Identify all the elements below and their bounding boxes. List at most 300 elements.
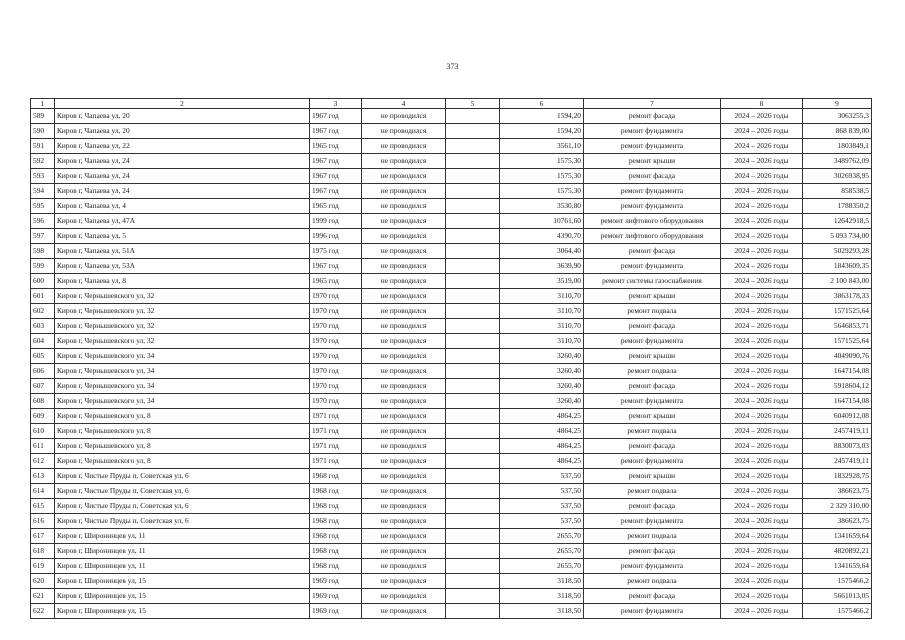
- work-type-cell: ремонт фундамента: [584, 184, 721, 199]
- build-year-cell: 1996 год: [310, 229, 362, 244]
- row-number: 596: [31, 214, 55, 229]
- build-year-cell: 1970 год: [310, 319, 362, 334]
- period-cell: 2024 – 2026 годы: [721, 289, 803, 304]
- work-type-cell: ремонт фасада: [584, 319, 721, 334]
- build-year-cell: 1969 год: [310, 589, 362, 604]
- period-cell: 2024 – 2026 годы: [721, 514, 803, 529]
- build-year-cell: 1967 год: [310, 169, 362, 184]
- cost-cell: 1647154,08: [803, 394, 872, 409]
- period-cell: 2024 – 2026 годы: [721, 544, 803, 559]
- row-number: 598: [31, 244, 55, 259]
- work-type-cell: ремонт крыши: [584, 469, 721, 484]
- empty-cell: [446, 604, 500, 619]
- table-row: [31, 169, 872, 184]
- area-cell: 537,50: [500, 469, 584, 484]
- period-cell: 2024 – 2026 годы: [721, 529, 803, 544]
- row-number: 613: [31, 469, 55, 484]
- build-year-cell: 1968 год: [310, 544, 362, 559]
- cost-cell: 2457419,11: [803, 454, 872, 469]
- last-repair-cell: не проводился: [362, 274, 446, 289]
- table-row: [31, 364, 872, 379]
- cost-cell: 1843609,35: [803, 259, 872, 274]
- table-row: [31, 589, 872, 604]
- work-type-cell: ремонт крыши: [584, 289, 721, 304]
- cost-cell: 1571525,64: [803, 304, 872, 319]
- build-year-cell: 1970 год: [310, 394, 362, 409]
- table-row: [31, 559, 872, 574]
- cost-cell: 4049090,76: [803, 349, 872, 364]
- row-number: 617: [31, 529, 55, 544]
- column-header: 8: [721, 99, 803, 109]
- table-row: [31, 454, 872, 469]
- empty-cell: [446, 184, 500, 199]
- table-header-row: [31, 99, 872, 109]
- last-repair-cell: не проводился: [362, 124, 446, 139]
- last-repair-cell: не проводился: [362, 169, 446, 184]
- row-number: 593: [31, 169, 55, 184]
- build-year-cell: 1970 год: [310, 304, 362, 319]
- area-cell: 1575,30: [500, 154, 584, 169]
- cost-cell: 3863178,33: [803, 289, 872, 304]
- last-repair-cell: не проводился: [362, 139, 446, 154]
- period-cell: 2024 – 2026 годы: [721, 469, 803, 484]
- empty-cell: [446, 319, 500, 334]
- area-cell: 3260,40: [500, 394, 584, 409]
- empty-cell: [446, 154, 500, 169]
- period-cell: 2024 – 2026 годы: [721, 439, 803, 454]
- area-cell: 4390,70: [500, 229, 584, 244]
- work-type-cell: ремонт фасада: [584, 544, 721, 559]
- last-repair-cell: не проводился: [362, 259, 446, 274]
- work-type-cell: ремонт крыши: [584, 409, 721, 424]
- last-repair-cell: не проводился: [362, 289, 446, 304]
- area-cell: 3561,10: [500, 139, 584, 154]
- address-cell: Киров г, Чернышевского ул, 32: [55, 304, 310, 319]
- work-type-cell: ремонт фундамента: [584, 454, 721, 469]
- address-cell: Киров г, Широнинцев ул, 11: [55, 544, 310, 559]
- area-cell: 3260,40: [500, 349, 584, 364]
- address-cell: Киров г, Чернышевского ул, 32: [55, 289, 310, 304]
- last-repair-cell: не проводился: [362, 439, 446, 454]
- area-cell: 1594,20: [500, 109, 584, 124]
- last-repair-cell: не проводился: [362, 529, 446, 544]
- table-row: [31, 289, 872, 304]
- table-row: [31, 319, 872, 334]
- period-cell: 2024 – 2026 годы: [721, 574, 803, 589]
- empty-cell: [446, 424, 500, 439]
- empty-cell: [446, 124, 500, 139]
- table-row: [31, 109, 872, 124]
- table-row: [31, 544, 872, 559]
- empty-cell: [446, 544, 500, 559]
- last-repair-cell: не проводился: [362, 499, 446, 514]
- table-row: [31, 139, 872, 154]
- row-number: 599: [31, 259, 55, 274]
- work-type-cell: ремонт подвала: [584, 574, 721, 589]
- cost-cell: 3026938,95: [803, 169, 872, 184]
- work-type-cell: ремонт фасада: [584, 379, 721, 394]
- page-number: 373: [446, 62, 459, 71]
- build-year-cell: 1967 год: [310, 259, 362, 274]
- period-cell: 2024 – 2026 годы: [721, 409, 803, 424]
- build-year-cell: 1968 год: [310, 484, 362, 499]
- area-cell: 4864,25: [500, 424, 584, 439]
- table-row: [31, 154, 872, 169]
- area-cell: 3530,80: [500, 199, 584, 214]
- table-row: [31, 424, 872, 439]
- empty-cell: [446, 469, 500, 484]
- empty-cell: [446, 589, 500, 604]
- table-row: [31, 244, 872, 259]
- empty-cell: [446, 109, 500, 124]
- address-cell: Киров г, Чернышевского ул, 8: [55, 454, 310, 469]
- build-year-cell: 1967 год: [310, 184, 362, 199]
- build-year-cell: 1970 год: [310, 379, 362, 394]
- empty-cell: [446, 274, 500, 289]
- address-cell: Киров г, Чернышевского ул, 32: [55, 334, 310, 349]
- build-year-cell: 1967 год: [310, 109, 362, 124]
- row-number: 600: [31, 274, 55, 289]
- row-number: 616: [31, 514, 55, 529]
- cost-cell: 2 329 310,00: [803, 499, 872, 514]
- area-cell: 4864,25: [500, 439, 584, 454]
- empty-cell: [446, 574, 500, 589]
- row-number: 605: [31, 349, 55, 364]
- table-row: [31, 394, 872, 409]
- work-type-cell: ремонт фасада: [584, 169, 721, 184]
- empty-cell: [446, 139, 500, 154]
- build-year-cell: 1971 год: [310, 409, 362, 424]
- row-number: 604: [31, 334, 55, 349]
- row-number: 601: [31, 289, 55, 304]
- period-cell: 2024 – 2026 годы: [721, 274, 803, 289]
- empty-cell: [446, 439, 500, 454]
- work-type-cell: ремонт лифтового оборудования: [584, 214, 721, 229]
- address-cell: Киров г, Чапаева ул, 20: [55, 124, 310, 139]
- cost-cell: 5918604,12: [803, 379, 872, 394]
- address-cell: Киров г, Чапаева ул, 51А: [55, 244, 310, 259]
- column-header: 3: [310, 99, 362, 109]
- last-repair-cell: не проводился: [362, 559, 446, 574]
- row-number: 607: [31, 379, 55, 394]
- area-cell: 3118,50: [500, 574, 584, 589]
- column-header: 9: [803, 99, 872, 109]
- build-year-cell: 1968 год: [310, 559, 362, 574]
- period-cell: 2024 – 2026 годы: [721, 334, 803, 349]
- period-cell: 2024 – 2026 годы: [721, 109, 803, 124]
- address-cell: Киров г, Чернышевского ул, 8: [55, 409, 310, 424]
- table-row: [31, 259, 872, 274]
- last-repair-cell: не проводился: [362, 484, 446, 499]
- period-cell: 2024 – 2026 годы: [721, 349, 803, 364]
- empty-cell: [446, 409, 500, 424]
- build-year-cell: 1968 год: [310, 514, 362, 529]
- cost-cell: 1803849,1: [803, 139, 872, 154]
- area-cell: 10761,60: [500, 214, 584, 229]
- build-year-cell: 1970 год: [310, 289, 362, 304]
- area-cell: 537,50: [500, 484, 584, 499]
- build-year-cell: 1968 год: [310, 529, 362, 544]
- empty-cell: [446, 379, 500, 394]
- last-repair-cell: не проводился: [362, 574, 446, 589]
- work-type-cell: ремонт фундамента: [584, 139, 721, 154]
- area-cell: 3118,50: [500, 589, 584, 604]
- address-cell: Киров г, Широнинцев ул, 15: [55, 589, 310, 604]
- address-cell: Киров г, Чернышевского ул, 34: [55, 349, 310, 364]
- build-year-cell: 1969 год: [310, 574, 362, 589]
- column-header: 2: [55, 99, 310, 109]
- area-cell: 3064,40: [500, 244, 584, 259]
- table-row: [31, 514, 872, 529]
- area-cell: 3118,50: [500, 604, 584, 619]
- table-row: [31, 199, 872, 214]
- area-cell: 3639,90: [500, 259, 584, 274]
- table-row: [31, 304, 872, 319]
- work-type-cell: ремонт фасада: [584, 244, 721, 259]
- address-cell: Киров г, Чистые Пруды п, Советская ул, 6: [55, 499, 310, 514]
- row-number: 606: [31, 364, 55, 379]
- cost-cell: 1788350,2: [803, 199, 872, 214]
- cost-cell: 8830073,03: [803, 439, 872, 454]
- last-repair-cell: не проводился: [362, 199, 446, 214]
- empty-cell: [446, 259, 500, 274]
- last-repair-cell: не проводился: [362, 469, 446, 484]
- row-number: 620: [31, 574, 55, 589]
- work-type-cell: ремонт фундамента: [584, 259, 721, 274]
- period-cell: 2024 – 2026 годы: [721, 154, 803, 169]
- cost-cell: 3063255,3: [803, 109, 872, 124]
- repair-schedule-table: [30, 98, 872, 619]
- area-cell: 537,50: [500, 499, 584, 514]
- table-row: [31, 574, 872, 589]
- cost-cell: 1575466,2: [803, 604, 872, 619]
- address-cell: Киров г, Чернышевского ул, 34: [55, 394, 310, 409]
- period-cell: 2024 – 2026 годы: [721, 229, 803, 244]
- work-type-cell: ремонт фасада: [584, 109, 721, 124]
- cost-cell: 2 100 843,00: [803, 274, 872, 289]
- area-cell: 2655,70: [500, 559, 584, 574]
- area-cell: 2655,70: [500, 544, 584, 559]
- address-cell: Киров г, Чернышевского ул, 34: [55, 379, 310, 394]
- row-number: 590: [31, 124, 55, 139]
- empty-cell: [446, 199, 500, 214]
- table-row: [31, 499, 872, 514]
- cost-cell: 3489762,09: [803, 154, 872, 169]
- address-cell: Киров г, Чистые Пруды п, Советская ул, 6: [55, 484, 310, 499]
- period-cell: 2024 – 2026 годы: [721, 304, 803, 319]
- area-cell: 4864,25: [500, 454, 584, 469]
- address-cell: Киров г, Чапаева ул, 20: [55, 109, 310, 124]
- address-cell: Киров г, Чистые Пруды п, Советская ул, 6: [55, 469, 310, 484]
- empty-cell: [446, 334, 500, 349]
- empty-cell: [446, 499, 500, 514]
- empty-cell: [446, 364, 500, 379]
- address-cell: Киров г, Чапаева ул, 24: [55, 169, 310, 184]
- row-number: 591: [31, 139, 55, 154]
- table-row: [31, 349, 872, 364]
- cost-cell: 386623,75: [803, 514, 872, 529]
- empty-cell: [446, 289, 500, 304]
- address-cell: Киров г, Чапаева ул, 24: [55, 154, 310, 169]
- work-type-cell: ремонт подвала: [584, 484, 721, 499]
- work-type-cell: ремонт подвала: [584, 364, 721, 379]
- address-cell: Киров г, Широнинцев ул, 11: [55, 559, 310, 574]
- period-cell: 2024 – 2026 годы: [721, 184, 803, 199]
- period-cell: 2024 – 2026 годы: [721, 604, 803, 619]
- build-year-cell: 1965 год: [310, 199, 362, 214]
- build-year-cell: 1968 год: [310, 499, 362, 514]
- address-cell: Киров г, Чапаева ул, 24: [55, 184, 310, 199]
- column-header: 7: [584, 99, 721, 109]
- empty-cell: [446, 349, 500, 364]
- empty-cell: [446, 454, 500, 469]
- table-row: [31, 439, 872, 454]
- last-repair-cell: не проводился: [362, 394, 446, 409]
- empty-cell: [446, 529, 500, 544]
- table-row: [31, 124, 872, 139]
- period-cell: 2024 – 2026 годы: [721, 199, 803, 214]
- cost-cell: 868 839,00: [803, 124, 872, 139]
- cost-cell: 858538,5: [803, 184, 872, 199]
- last-repair-cell: не проводился: [362, 514, 446, 529]
- area-cell: 3110,70: [500, 334, 584, 349]
- row-number: 612: [31, 454, 55, 469]
- last-repair-cell: не проводился: [362, 379, 446, 394]
- cost-cell: 6040912,08: [803, 409, 872, 424]
- last-repair-cell: не проводился: [362, 319, 446, 334]
- build-year-cell: 1971 год: [310, 454, 362, 469]
- address-cell: Киров г, Чапаева ул, 4: [55, 199, 310, 214]
- work-type-cell: ремонт фундамента: [584, 559, 721, 574]
- cost-cell: 386623,75: [803, 484, 872, 499]
- address-cell: Киров г, Широнинцев ул, 15: [55, 574, 310, 589]
- build-year-cell: 1971 год: [310, 439, 362, 454]
- cost-cell: 5029293,28: [803, 244, 872, 259]
- empty-cell: [446, 244, 500, 259]
- address-cell: Киров г, Широнинцев ул, 15: [55, 604, 310, 619]
- row-number: 597: [31, 229, 55, 244]
- work-type-cell: ремонт фундамента: [584, 334, 721, 349]
- empty-cell: [446, 214, 500, 229]
- address-cell: Киров г, Чапаева ул, 22: [55, 139, 310, 154]
- cost-cell: 1571525,64: [803, 334, 872, 349]
- address-cell: Киров г, Чапаева ул, 5: [55, 229, 310, 244]
- cost-cell: 1575466,2: [803, 574, 872, 589]
- table-row: [31, 379, 872, 394]
- table-row: [31, 334, 872, 349]
- last-repair-cell: не проводился: [362, 544, 446, 559]
- row-number: 602: [31, 304, 55, 319]
- empty-cell: [446, 484, 500, 499]
- address-cell: Киров г, Чернышевского ул, 8: [55, 424, 310, 439]
- table-row: [31, 214, 872, 229]
- area-cell: 4864,25: [500, 409, 584, 424]
- area-cell: 3260,40: [500, 379, 584, 394]
- area-cell: 1575,30: [500, 184, 584, 199]
- address-cell: Киров г, Чернышевского ул, 32: [55, 319, 310, 334]
- area-cell: 1575,30: [500, 169, 584, 184]
- empty-cell: [446, 304, 500, 319]
- last-repair-cell: не проводился: [362, 409, 446, 424]
- cost-cell: 4820892,21: [803, 544, 872, 559]
- area-cell: 1594,20: [500, 124, 584, 139]
- work-type-cell: ремонт лифтового оборудования: [584, 229, 721, 244]
- last-repair-cell: не проводился: [362, 424, 446, 439]
- empty-cell: [446, 394, 500, 409]
- cost-cell: 1341659,64: [803, 529, 872, 544]
- period-cell: 2024 – 2026 годы: [721, 379, 803, 394]
- last-repair-cell: не проводился: [362, 109, 446, 124]
- build-year-cell: 1967 год: [310, 124, 362, 139]
- area-cell: 3519,00: [500, 274, 584, 289]
- last-repair-cell: не проводился: [362, 589, 446, 604]
- build-year-cell: 1970 год: [310, 364, 362, 379]
- period-cell: 2024 – 2026 годы: [721, 484, 803, 499]
- period-cell: 2024 – 2026 годы: [721, 214, 803, 229]
- table-row: [31, 604, 872, 619]
- build-year-cell: 1971 год: [310, 424, 362, 439]
- work-type-cell: ремонт подвала: [584, 304, 721, 319]
- address-cell: Киров г, Чернышевского ул, 34: [55, 364, 310, 379]
- work-type-cell: ремонт фундамента: [584, 514, 721, 529]
- row-number: 610: [31, 424, 55, 439]
- last-repair-cell: не проводился: [362, 214, 446, 229]
- period-cell: 2024 – 2026 годы: [721, 454, 803, 469]
- row-number: 611: [31, 439, 55, 454]
- last-repair-cell: не проводился: [362, 244, 446, 259]
- area-cell: 537,50: [500, 514, 584, 529]
- build-year-cell: 1999 год: [310, 214, 362, 229]
- empty-cell: [446, 559, 500, 574]
- empty-cell: [446, 229, 500, 244]
- table-row: [31, 484, 872, 499]
- period-cell: 2024 – 2026 годы: [721, 244, 803, 259]
- row-number: 594: [31, 184, 55, 199]
- build-year-cell: 1969 год: [310, 604, 362, 619]
- address-cell: Киров г, Чапаева ул, 53А: [55, 259, 310, 274]
- work-type-cell: ремонт подвала: [584, 529, 721, 544]
- address-cell: Киров г, Чистые Пруды п, Советская ул, 6: [55, 514, 310, 529]
- empty-cell: [446, 169, 500, 184]
- cost-cell: 12642918,5: [803, 214, 872, 229]
- row-number: 619: [31, 559, 55, 574]
- cost-cell: 1832928,75: [803, 469, 872, 484]
- last-repair-cell: не проводился: [362, 304, 446, 319]
- row-number: 621: [31, 589, 55, 604]
- table-row: [31, 469, 872, 484]
- period-cell: 2024 – 2026 годы: [721, 424, 803, 439]
- last-repair-cell: не проводился: [362, 604, 446, 619]
- table-row: [31, 274, 872, 289]
- work-type-cell: ремонт фасада: [584, 499, 721, 514]
- work-type-cell: ремонт фундамента: [584, 394, 721, 409]
- last-repair-cell: не проводился: [362, 154, 446, 169]
- table-body: [31, 109, 872, 619]
- area-cell: 3260,40: [500, 364, 584, 379]
- cost-cell: 1341659,64: [803, 559, 872, 574]
- area-cell: 3110,70: [500, 304, 584, 319]
- row-number: 603: [31, 319, 55, 334]
- last-repair-cell: не проводился: [362, 364, 446, 379]
- table-row: [31, 529, 872, 544]
- period-cell: 2024 – 2026 годы: [721, 319, 803, 334]
- address-cell: Киров г, Чернышевского ул, 8: [55, 439, 310, 454]
- period-cell: 2024 – 2026 годы: [721, 169, 803, 184]
- cost-cell: 2457419,11: [803, 424, 872, 439]
- area-cell: 2655,70: [500, 529, 584, 544]
- work-type-cell: ремонт подвала: [584, 424, 721, 439]
- row-number: 622: [31, 604, 55, 619]
